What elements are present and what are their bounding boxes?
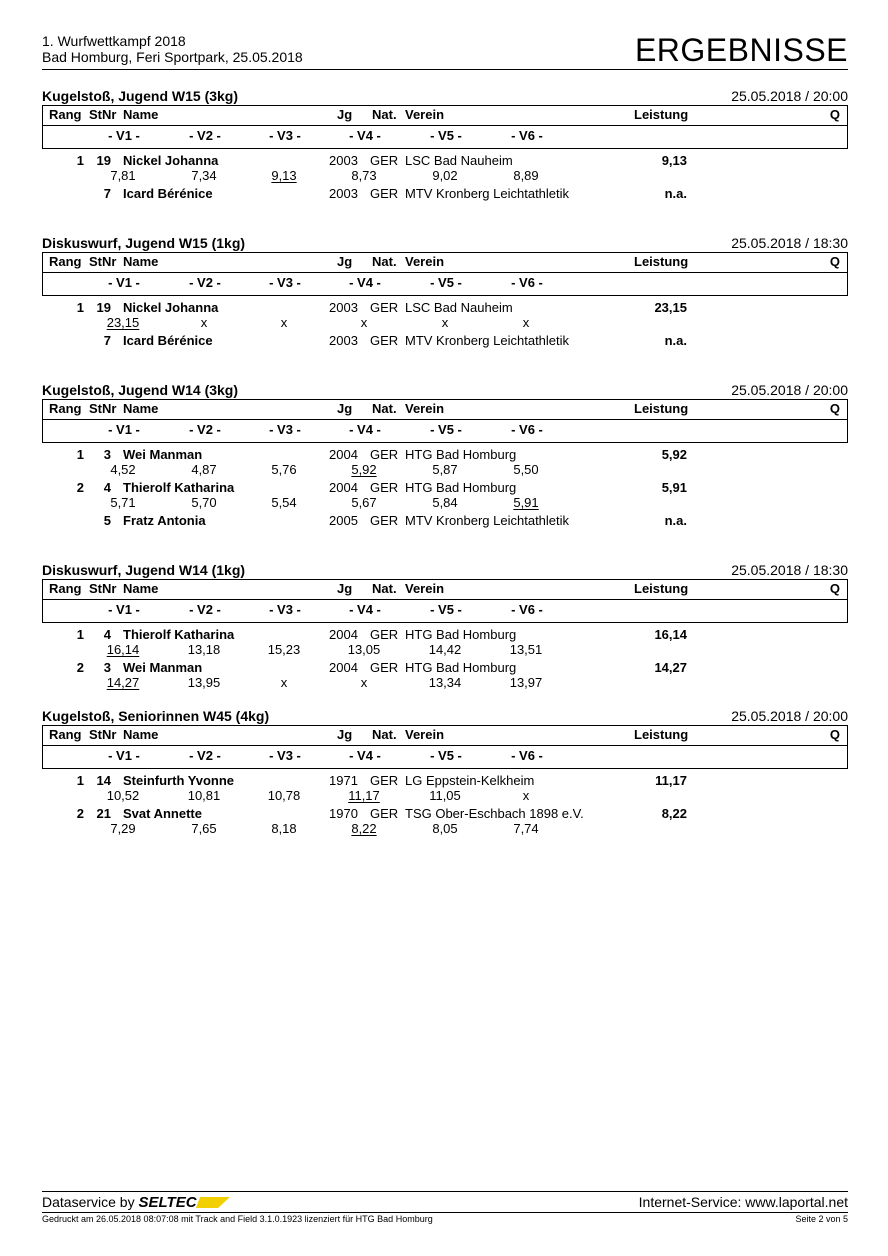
result-nat: GER (370, 806, 399, 821)
column-header-divider (43, 125, 847, 126)
result-name: Nickel Johanna (123, 300, 219, 315)
column-header-leistung: Leistung (634, 727, 689, 742)
column-header-name: Name (123, 107, 159, 122)
column-header-attempt: - V3 - (269, 275, 301, 290)
attempt-value: x (441, 315, 449, 330)
column-header-attempt: - V5 - (430, 128, 462, 143)
result-performance: 23,15 (654, 300, 687, 315)
result-rank: 1 (76, 627, 84, 642)
column-header-box (42, 725, 848, 769)
result-stnr: 4 (103, 480, 111, 495)
result-name: Wei Manman (123, 447, 203, 462)
footer-divider-2 (42, 1212, 848, 1213)
result-rank: 1 (76, 300, 84, 315)
result-nat: GER (370, 627, 399, 642)
result-nat: GER (370, 153, 399, 168)
result-stnr: 21 (96, 806, 111, 821)
result-row (42, 333, 848, 369)
section-datetime: 25.05.2018 / 20:00 (731, 708, 848, 724)
result-name: Icard Bérénice (123, 333, 213, 348)
result-row (42, 627, 848, 663)
column-header-stnr: StNr (89, 107, 117, 122)
result-stnr: 7 (103, 333, 111, 348)
result-club: LSC Bad Nauheim (405, 153, 513, 168)
result-club: HTG Bad Homburg (405, 447, 517, 462)
column-header-attempt: - V2 - (189, 275, 221, 290)
result-name: Steinfurth Yvonne (123, 773, 234, 788)
column-header-attempt: - V1 - (108, 602, 140, 617)
footer-dataservice (42, 1194, 230, 1211)
attempt-value: 5,92 (351, 462, 377, 477)
attempt-value: 11,17 (348, 788, 380, 803)
result-jg: 1970 (329, 806, 358, 821)
footer-printed-info: Gedruckt am 26.05.2018 08:07:08 mit Track and Field 3.1.0.1923 lizenziert für HTG Bad Homburg (42, 1214, 433, 1224)
result-nat: GER (370, 513, 399, 528)
attempt-value: 13,51 (509, 642, 543, 657)
result-jg: 2004 (329, 480, 358, 495)
column-header-attempt: - V5 - (430, 275, 462, 290)
result-performance: 11,17 (655, 773, 687, 788)
column-header-attempt: - V6 - (511, 602, 543, 617)
result-rank: 1 (76, 773, 84, 788)
result-club: LSC Bad Nauheim (405, 300, 513, 315)
column-header-attempt: - V3 - (269, 128, 301, 143)
column-header-attempt: - V5 - (430, 748, 462, 763)
result-club: LG Eppstein-Kelkheim (405, 773, 535, 788)
column-header-attempt: - V1 - (108, 128, 140, 143)
column-header-box (42, 252, 848, 296)
result-performance: n.a. (664, 333, 687, 348)
column-header-leistung: Leistung (634, 107, 689, 122)
attempt-value: 5,54 (271, 495, 297, 510)
column-header-attempt: - V1 - (108, 422, 140, 437)
attempt-value: 5,76 (271, 462, 297, 477)
attempt-value: x (360, 315, 368, 330)
result-jg: 2003 (329, 186, 358, 201)
result-club: MTV Kronberg Leichtathletik (405, 513, 570, 528)
attempt-value: x (280, 315, 288, 330)
attempt-value: x (280, 675, 288, 690)
result-row (42, 300, 848, 336)
column-header-q: Q (829, 107, 840, 122)
result-row (42, 447, 848, 483)
result-name: Thierolf Katharina (123, 480, 235, 495)
attempt-value: 11,05 (429, 788, 461, 803)
column-header-q: Q (829, 727, 840, 742)
column-header-rang: Rang (49, 107, 82, 122)
page-title: ERGEBNISSE (634, 32, 848, 68)
attempt-value: x (522, 788, 530, 803)
result-row (42, 480, 848, 516)
result-jg: 2003 (329, 333, 358, 348)
result-row (42, 660, 848, 696)
attempt-value: 7,74 (513, 821, 539, 836)
column-header-q: Q (829, 401, 840, 416)
result-jg: 2004 (329, 660, 358, 675)
attempt-value: 16,14 (106, 642, 140, 657)
attempt-value: 9,13 (271, 168, 297, 183)
result-rank: 2 (76, 660, 84, 675)
column-header-box (42, 105, 848, 149)
result-club: HTG Bad Homburg (405, 480, 517, 495)
attempt-value: 5,50 (513, 462, 539, 477)
column-header-q: Q (829, 254, 840, 269)
result-nat: GER (370, 480, 399, 495)
result-performance: 16,14 (654, 627, 687, 642)
result-performance: n.a. (664, 513, 687, 528)
column-header-name: Name (123, 254, 159, 269)
attempt-value: 5,87 (432, 462, 458, 477)
column-header-attempt: - V4 - (349, 602, 381, 617)
column-header-jg: Jg (337, 254, 353, 269)
seltec-logo: SELTEC (138, 1194, 197, 1211)
column-header-attempt: - V2 - (189, 128, 221, 143)
result-jg: 1971 (329, 773, 358, 788)
attempt-value: 5,70 (191, 495, 217, 510)
footer-internet-service: Internet-Service: www.laportal.net (638, 1194, 848, 1210)
result-jg: 2004 (329, 447, 358, 462)
column-header-name: Name (123, 581, 159, 596)
result-section (42, 235, 848, 375)
header-divider (42, 69, 848, 70)
footer-page-number: Seite 2 von 5 (795, 1214, 848, 1224)
column-header-attempt: - V4 - (349, 748, 381, 763)
column-header-leistung: Leistung (634, 581, 689, 596)
column-header-box (42, 579, 848, 623)
result-nat: GER (370, 773, 399, 788)
attempt-value: 8,22 (351, 821, 377, 836)
column-header-attempt: - V6 - (511, 275, 543, 290)
column-header-verein: Verein (405, 401, 445, 416)
attempt-value: 4,87 (191, 462, 217, 477)
column-header-leistung: Leistung (634, 254, 689, 269)
attempt-value: 8,73 (351, 168, 377, 183)
result-section (42, 708, 848, 848)
result-name: Nickel Johanna (123, 153, 219, 168)
column-header-jg: Jg (337, 727, 353, 742)
section-title: Kugelstoß, Jugend W15 (3kg) (42, 88, 239, 104)
column-header-attempt: - V5 - (430, 602, 462, 617)
result-section (42, 382, 848, 528)
attempt-value: 10,78 (267, 788, 301, 803)
result-stnr: 19 (96, 153, 111, 168)
column-header-verein: Verein (405, 254, 445, 269)
column-header-attempt: - V3 - (269, 748, 301, 763)
column-header-divider (43, 419, 847, 420)
column-header-verein: Verein (405, 581, 445, 596)
result-performance: 9,13 (661, 153, 687, 168)
result-row (42, 773, 848, 809)
column-header-attempt: - V6 - (511, 748, 543, 763)
result-performance: 14,27 (654, 660, 687, 675)
column-header-stnr: StNr (89, 254, 117, 269)
column-header-nat: Nat. (372, 401, 397, 416)
attempt-value: 9,02 (432, 168, 458, 183)
attempt-value: 8,89 (513, 168, 539, 183)
attempt-value: 23,15 (106, 315, 140, 330)
section-datetime: 25.05.2018 / 20:00 (731, 88, 848, 104)
column-header-attempt: - V2 - (189, 748, 221, 763)
column-header-q: Q (829, 581, 840, 596)
section-title: Kugelstoß, Seniorinnen W45 (4kg) (42, 708, 270, 724)
result-name: Fratz Antonia (123, 513, 206, 528)
section-title: Kugelstoß, Jugend W14 (3kg) (42, 382, 239, 398)
attempt-value: x (522, 315, 530, 330)
attempt-value: 13,05 (347, 642, 381, 657)
result-jg: 2003 (329, 300, 358, 315)
column-header-rang: Rang (49, 727, 82, 742)
result-club: MTV Kronberg Leichtathletik (405, 333, 570, 348)
attempt-value: 5,91 (513, 495, 539, 510)
column-header-jg: Jg (337, 107, 353, 122)
attempt-value: 15,23 (267, 642, 301, 657)
attempt-value: 10,81 (187, 788, 221, 803)
result-rank: 1 (76, 447, 84, 462)
result-club: HTG Bad Homburg (405, 660, 517, 675)
column-header-divider (43, 599, 847, 600)
result-section (42, 562, 848, 702)
attempt-value: 14,27 (106, 675, 140, 690)
column-header-attempt: - V3 - (269, 602, 301, 617)
attempt-value: 8,05 (432, 821, 458, 836)
footer-divider (42, 1191, 848, 1192)
column-header-nat: Nat. (372, 254, 397, 269)
attempt-value: 5,67 (351, 495, 377, 510)
column-header-box (42, 399, 848, 443)
column-header-divider (43, 745, 847, 746)
column-header-rang: Rang (49, 401, 82, 416)
column-header-name: Name (123, 401, 159, 416)
result-jg: 2004 (329, 627, 358, 642)
attempt-value: 14,42 (428, 642, 462, 657)
result-nat: GER (370, 300, 399, 315)
column-header-attempt: - V3 - (269, 422, 301, 437)
result-name: Wei Manman (123, 660, 203, 675)
result-performance: n.a. (664, 186, 687, 201)
attempt-value: 10,52 (106, 788, 140, 803)
attempt-value: 13,95 (187, 675, 221, 690)
column-header-nat: Nat. (372, 581, 397, 596)
result-jg: 2003 (329, 153, 358, 168)
column-header-nat: Nat. (372, 727, 397, 742)
result-performance: 8,22 (661, 806, 687, 821)
column-header-attempt: - V2 - (189, 422, 221, 437)
attempt-value: 4,52 (110, 462, 136, 477)
column-header-attempt: - V1 - (108, 275, 140, 290)
column-header-name: Name (123, 727, 159, 742)
attempt-value: 7,29 (110, 821, 136, 836)
result-performance: 5,91 (661, 480, 687, 495)
column-header-attempt: - V5 - (430, 422, 462, 437)
column-header-attempt: - V6 - (511, 128, 543, 143)
attempt-value: 13,97 (509, 675, 543, 690)
column-header-attempt: - V6 - (511, 422, 543, 437)
column-header-attempt: - V2 - (189, 602, 221, 617)
column-header-stnr: StNr (89, 581, 117, 596)
result-name: Icard Bérénice (123, 186, 213, 201)
result-row (42, 153, 848, 189)
section-datetime: 25.05.2018 / 20:00 (731, 382, 848, 398)
result-row (42, 806, 848, 842)
column-header-attempt: - V4 - (349, 128, 381, 143)
attempt-value: 8,18 (271, 821, 297, 836)
attempt-value: 7,81 (110, 168, 136, 183)
column-header-attempt: - V1 - (108, 748, 140, 763)
result-name: Thierolf Katharina (123, 627, 235, 642)
result-row (42, 186, 848, 222)
result-nat: GER (370, 333, 399, 348)
dataservice-label: Dataservice by (42, 1194, 135, 1210)
attempt-value: 7,34 (191, 168, 217, 183)
result-club: TSG Ober-Eschbach 1898 e.V. (405, 806, 584, 821)
result-stnr: 7 (103, 186, 111, 201)
result-rank: 2 (76, 480, 84, 495)
result-stnr: 3 (103, 660, 111, 675)
section-datetime: 25.05.2018 / 18:30 (731, 235, 848, 251)
attempt-value: x (200, 315, 208, 330)
attempt-value: x (360, 675, 368, 690)
attempt-value: 13,34 (428, 675, 462, 690)
result-stnr: 19 (96, 300, 111, 315)
result-stnr: 3 (103, 447, 111, 462)
column-header-stnr: StNr (89, 401, 117, 416)
column-header-verein: Verein (405, 107, 445, 122)
column-header-divider (43, 272, 847, 273)
result-performance: 5,92 (661, 447, 687, 462)
section-title: Diskuswurf, Jugend W15 (1kg) (42, 235, 246, 251)
column-header-verein: Verein (405, 727, 445, 742)
column-header-jg: Jg (337, 581, 353, 596)
result-stnr: 14 (96, 773, 111, 788)
result-row (42, 513, 848, 549)
result-nat: GER (370, 447, 399, 462)
result-rank: 2 (76, 806, 84, 821)
result-rank: 1 (76, 153, 84, 168)
result-name: Svat Annette (123, 806, 202, 821)
section-title: Diskuswurf, Jugend W14 (1kg) (42, 562, 246, 578)
result-club: MTV Kronberg Leichtathletik (405, 186, 570, 201)
result-section (42, 88, 848, 228)
result-jg: 2005 (329, 513, 358, 528)
result-nat: GER (370, 660, 399, 675)
result-nat: GER (370, 186, 399, 201)
attempt-value: 7,65 (191, 821, 217, 836)
column-header-stnr: StNr (89, 727, 117, 742)
column-header-leistung: Leistung (634, 401, 689, 416)
seltec-swoosh-icon (196, 1195, 230, 1209)
result-stnr: 4 (103, 627, 111, 642)
column-header-rang: Rang (49, 581, 82, 596)
column-header-rang: Rang (49, 254, 82, 269)
event-venue: Bad Homburg, Feri Sportpark, 25.05.2018 (42, 49, 303, 65)
attempt-value: 5,84 (432, 495, 458, 510)
event-name: 1. Wurfwettkampf 2018 (42, 33, 186, 49)
column-header-attempt: - V4 - (349, 422, 381, 437)
attempt-value: 13,18 (187, 642, 221, 657)
column-header-jg: Jg (337, 401, 353, 416)
section-datetime: 25.05.2018 / 18:30 (731, 562, 848, 578)
result-club: HTG Bad Homburg (405, 627, 517, 642)
column-header-attempt: - V4 - (349, 275, 381, 290)
column-header-nat: Nat. (372, 107, 397, 122)
result-stnr: 5 (103, 513, 111, 528)
attempt-value: 5,71 (110, 495, 136, 510)
